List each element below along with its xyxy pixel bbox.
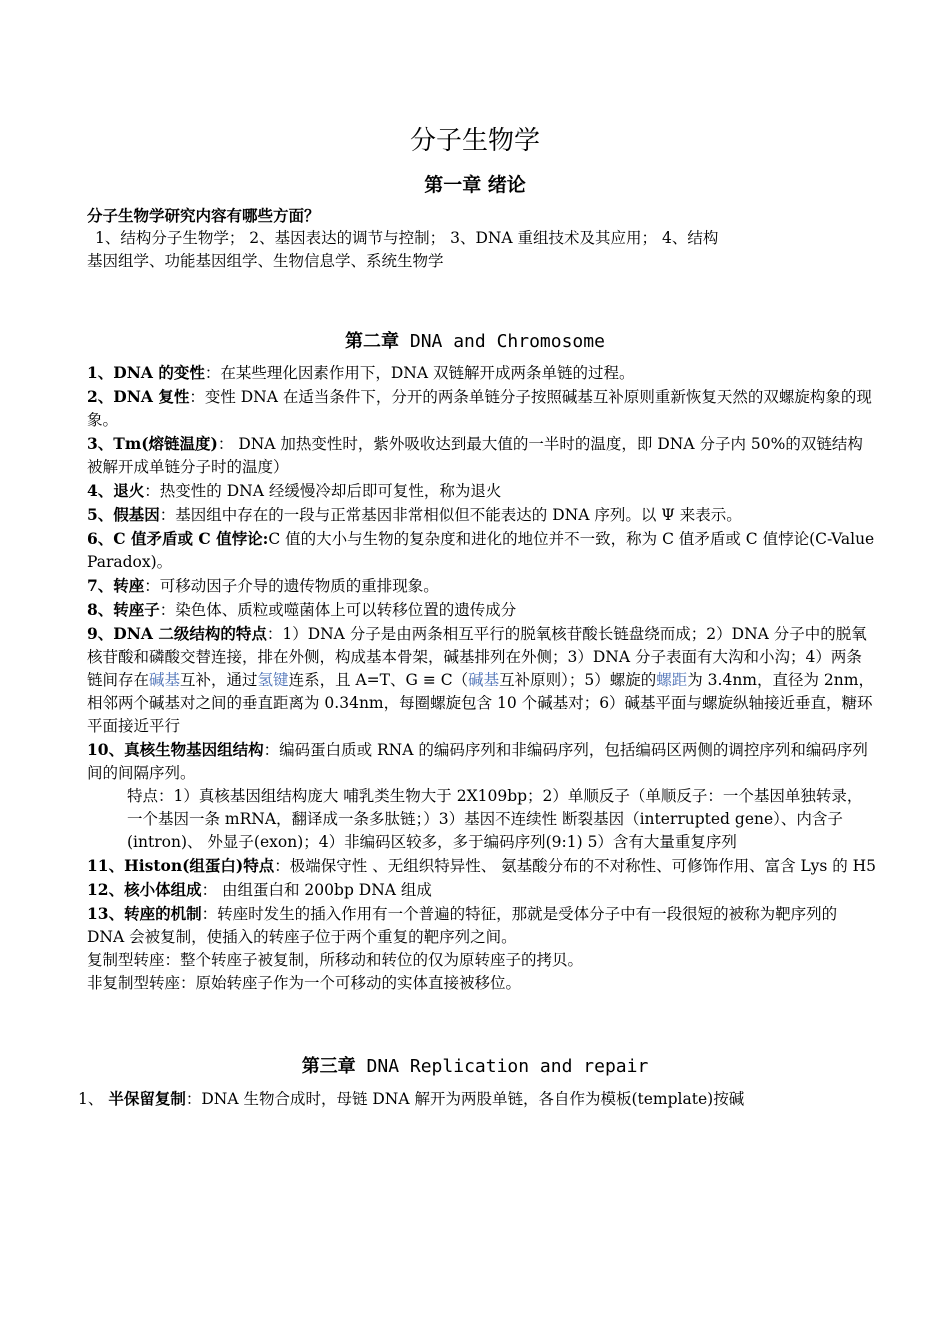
ch2-item-5-text: ：基因组中存在的一段与正常基因非常相似但不能表达的 DNA 序列。以 Ψ 来表示。	[159, 506, 742, 524]
ch2-item-9-text-e: 为 3.4nm，直径为 2nm，相邻两个碱基对之间的垂直距离为 0.34nm，每圈螺旋包含 10 个碱基对；6）碱基平面与螺旋纵轴接近垂直，糖环平面接近平行	[87, 671, 874, 735]
ch2-item-6-term: 6、C 值矛盾或 C 值悖论:	[87, 529, 269, 548]
ch2-item-2	[87, 385, 877, 432]
ch3-item-1	[78, 1087, 878, 1111]
ch2-item-9-text-c: 连系，且 A=T、G ≡ C（	[288, 671, 469, 689]
ch2-item-12	[87, 878, 877, 902]
ch1-question: 分子生物学研究内容有哪些方面？	[87, 206, 320, 225]
chapter-3-title	[0, 1052, 950, 1078]
ch2-item-9-text-d: 互补原则）；5）螺旋的	[499, 671, 657, 689]
ch2-item-4-text: ：热变性的 DNA 经缓慢冷却后即可复性，称为退火	[144, 482, 502, 500]
ch2-item-5-term: 5、假基因	[87, 505, 160, 524]
ch2-item-7-text: ：可移动因子介导的遗传物质的重排现象。	[144, 577, 439, 595]
document-title: 分子生物学	[409, 126, 540, 156]
ch2-item-7-term: 7、转座	[87, 576, 145, 595]
ch2-item-2-term: 2、DNA 复性	[87, 387, 190, 406]
ch3-item-1-text: ：DNA 生物合成时，母链 DNA 解开为两股单链，各自作为模板(template)按碱	[185, 1090, 745, 1108]
chapter-3-title-cn: 第三章	[301, 1056, 356, 1077]
ch2-item-7	[87, 574, 877, 598]
ch2-item-8-term: 8、转座子	[87, 600, 160, 619]
ch2-item-9	[87, 622, 877, 738]
ch3-item-1-num: 1、	[78, 1090, 104, 1108]
chapter-3-body	[78, 1087, 878, 1111]
ch2-item-10-text: ：编码蛋白质或 RNA 的编码序列和非编码序列，包括编码区两侧的调控序列和编码序列间的间隔序列。	[87, 741, 868, 782]
ch2-item-13-term: 13、转座的机制	[87, 904, 202, 923]
chapter-1-body	[87, 204, 877, 273]
chapter-2-body	[87, 361, 877, 995]
chapter-2-title-cn: 第二章	[345, 331, 400, 352]
ch2-item-6	[87, 527, 877, 574]
ch2-item-3-text: ： DNA 加热变性时，紫外吸收达到最大值的一半时的温度，即 DNA 分子内 50%的双链结构被解开成单链分子时的温度）	[87, 435, 863, 476]
ch2-item-10	[87, 738, 877, 785]
ch2-item-4-term: 4、退火	[87, 481, 145, 500]
ch2-item-9-text-a: ：1）DNA 分子是由两条相互平行的脱氧核苷酸长链盘绕而成；2）DNA 分子中的脱氧核苷酸和磷酸交替连接，排在外侧，构成基本骨架，碱基排列在外侧；3）DNA 分子表面有大沟和小沟；4）两条链间存在	[87, 625, 867, 689]
ch2-item-1-text: ：在某些理化因素作用下，DNA 双链解开成两条单链的过程。	[204, 364, 635, 382]
chapter-2-title	[0, 327, 950, 353]
ch2-item-13-replicative: 复制型转座：整个转座子被复制，所移动和转位的仅为原转座子的拷贝。	[87, 951, 584, 969]
ch2-item-2-text: ：变性 DNA 在适当条件下，分开的两条单链分子按照碱基互补原则重新恢复天然的双螺旋构象的现象。	[87, 388, 872, 429]
ch2-item-8-text: ：染色体、质粒或噬菌体上可以转移位置的遗传成分	[159, 601, 517, 619]
ch2-item-8	[87, 598, 877, 622]
link-pitch[interactable]: 螺距	[656, 671, 688, 689]
ch2-item-13	[87, 902, 877, 949]
chapter-1-title: 第一章 绪论	[424, 174, 526, 196]
chapter-2-title-en: DNA and Chromosome	[409, 331, 605, 352]
ch2-item-1	[87, 361, 877, 385]
link-hydrogen-bond[interactable]: 氢键	[257, 671, 289, 689]
ch2-item-9-term: 9、DNA 二级结构的特点	[87, 624, 267, 643]
ch2-item-12-term: 12、核小体组成	[87, 880, 202, 899]
ch2-item-1-term: 1、DNA 的变性	[87, 363, 205, 382]
ch1-answer-line2: 基因组学、功能基因组学、生物信息学、系统生物学	[87, 252, 444, 270]
ch2-item-3	[87, 432, 877, 479]
ch2-item-3-term: 3、Tm(熔链温度)	[87, 434, 218, 453]
chapter-3-title-en: DNA Replication and repair	[366, 1056, 649, 1077]
ch3-item-1-term: 半保留复制	[108, 1089, 186, 1108]
ch2-item-13-text: ：转座时发生的插入作用有一个普遍的特征，那就是受体分子中有一段很短的被称为靶序列的 DNA 会被复制，使插入的转座子位于两个重复的靶序列之间。	[87, 905, 838, 946]
ch2-item-10-features: 特点：1）真核基因组结构庞大 哺乳类生物大于 2X109bp；2）单顺反子（单顺反子：一个基因单独转录，一个基因一条 mRNA，翻译成一条多肽链；）3）基因不连续性 断裂基因（interrupted gene）、内含子(intron)、 外显子(exon)；4）非编码区较多，多于编码序列(9:1) 5）含有大量重复序列	[127, 787, 863, 851]
link-base-1[interactable]: 碱基	[149, 671, 181, 689]
ch2-item-10-term: 10、真核生物基因组结构	[87, 740, 264, 759]
ch2-item-9-text-b: 互补，通过	[180, 671, 258, 689]
ch2-item-4	[87, 479, 877, 503]
ch1-answer-line1: 1、结构分子生物学； 2、基因表达的调节与控制； 3、DNA 重组技术及其应用； 4、结构	[95, 229, 719, 247]
ch2-item-13-nonreplicative: 非复制型转座：原始转座子作为一个可移动的实体直接被移位。	[87, 974, 522, 992]
ch2-item-12-text: ： 由组蛋白和 200bp DNA 组成	[201, 881, 432, 899]
ch2-item-6-text: C 值的大小与生物的复杂度和进化的地位并不一致，称为 C 值矛盾或 C 值悖论(C-Value Paradox)。	[87, 530, 875, 571]
ch2-item-11-term: 11、Histon(组蛋白)特点	[87, 856, 275, 875]
link-base-2[interactable]: 碱基	[468, 671, 500, 689]
ch2-item-11	[87, 854, 877, 878]
ch2-item-5	[87, 503, 877, 527]
ch2-item-11-text: ：极端保守性 、无组织特异性、 氨基酸分布的不对称性、可修饰作用、富含 Lys 的 H5	[274, 857, 877, 875]
